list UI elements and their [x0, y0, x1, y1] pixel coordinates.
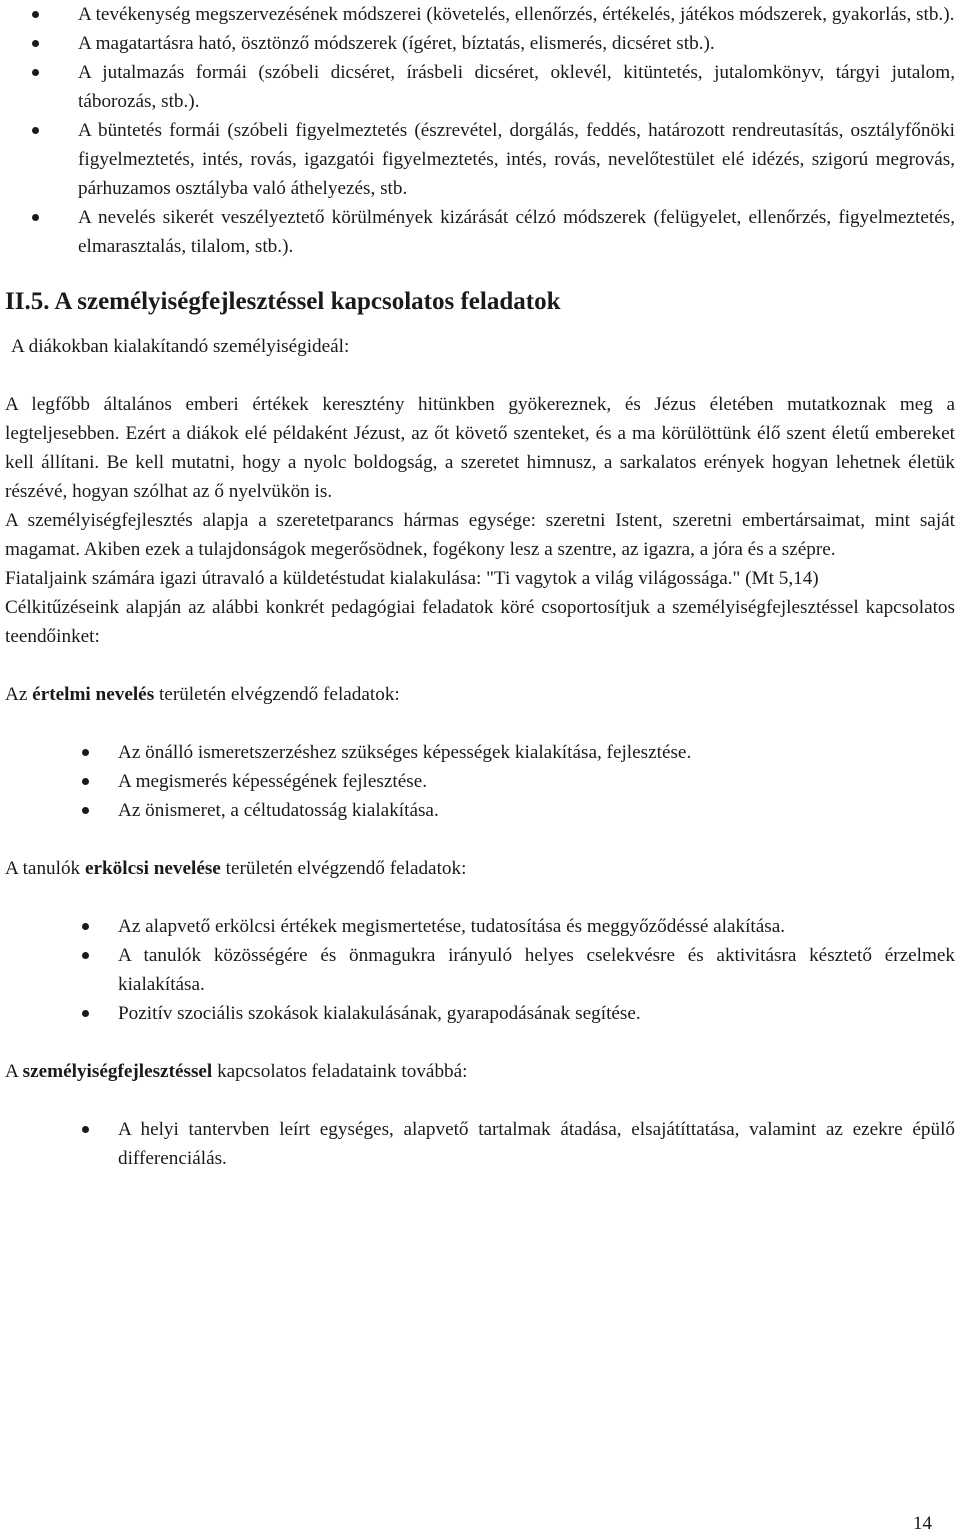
paragraph-values: A legfőbb általános emberi értékek keresztény hitünkben gyökereznek, és Jézus életében mutatkoznak meg a legteljesebben. Ezért a diákok elé példaként Jézust, az őt követő szenteket, és a ma körülöttünk élő szent életű embereket kell állítani. Be kell mutatni, hogy a nyolc boldogság, a szeretet himnusz, a sarkalatos erények hogyan lehetnek életük részévé, hogyan szólhat az ő nyelvükön is. [5, 394, 955, 502]
moral-intro: A tanulók erkölcsi nevelése területén elvégzendő feladatok: [5, 858, 467, 879]
paragraph-love-command: A személyiségfejlesztés alapja a szeretetparancs hármas egysége: szeretni Istent, szeretni embertársaimat, mint saját magamat. Akiben ezek a tulajdonságok megerősödnek, fogékony lesz a szentre, az igazra, a jóra és a szépre. [5, 510, 955, 560]
list-item: Pozitív szociális szokások kialakulásának, gyarapodásának segítése. [5, 999, 955, 1028]
list-item: A helyi tantervben leírt egységes, alapvető tartalmak átadása, elsajátíttatása, valamint az ezekre épülő differenciálás. [5, 1115, 955, 1173]
intellectual-tasks-list [5, 738, 955, 825]
page-number: 14 [913, 1513, 932, 1534]
personality-intro: A személyiségfejlesztéssel kapcsolatos feladataink továbbá: [5, 1061, 468, 1082]
list-item: Az önismeret, a céltudatosság kialakítása. [5, 796, 955, 825]
personality-keyword: személyiségfejlesztéssel [22, 1061, 213, 1082]
list-item: A megismerés képességének fejlesztése. [5, 767, 955, 796]
list-item: A büntetés formái (szóbeli figyelmeztetés (észrevétel, dorgálás, feddés, határozott rendreutasítás, osztályfőnöki figyelmeztetés, intés, rovás, igazgatói figyelmeztetés, intés, rovás, nevelőtestület elé idézés, szigorú megrovás, párhuzamos osztályba való áthelyezés, stb. [5, 116, 955, 203]
moral-tasks-list [5, 912, 955, 1028]
list-item: A magatartásra ható, ösztönző módszerek (ígéret, bíztatás, elismerés, dicséret stb.). [5, 29, 955, 58]
list-item: Az alapvető erkölcsi értékek megismertetése, tudatosítása és meggyőződéssé alakítása. [5, 912, 955, 941]
list-item: A jutalmazás formái (szóbeli dicséret, írásbeli dicséret, oklevél, kitüntetés, jutalomkönyv, tárgyi jutalom, táborozás, stb.). [5, 58, 955, 116]
list-item: Az önálló ismeretszerzéshez szükséges képességek kialakítása, fejlesztése. [5, 738, 955, 767]
intellectual-intro: Az értelmi nevelés területén elvégzendő feladatok: [5, 684, 400, 705]
list-item: A nevelés sikerét veszélyeztető körülmények kizárását célzó módszerek (felügyelet, ellenőrzés, figyelmeztetés, elmarasztalás, tilalom, stb.). [5, 203, 955, 261]
intellectual-keyword: értelmi nevelés [32, 684, 155, 705]
section-heading: II.5. A személyiségfejlesztéssel kapcsolatos feladatok [5, 288, 561, 315]
methods-list [5, 0, 955, 261]
ideal-intro: A diákokban kialakítandó személyiségideál: [11, 336, 350, 357]
list-item: A tevékenység megszervezésének módszerei (követelés, ellenőrzés, értékelés, játékos módszerek, gyakorlás, stb.). [5, 0, 955, 29]
personality-tasks-list [5, 1115, 955, 1173]
moral-keyword: erkölcsi nevelése [84, 858, 221, 879]
list-item: A tanulók közösségére és önmagukra irányuló helyes cselekvésre és aktivitásra késztető érzelmek kialakítása. [5, 941, 955, 999]
document-page [5, 0, 955, 1173]
paragraph-goals: Célkitűzéseink alapján az alábbi konkrét pedagógiai feladatok köré csoportosítjuk a személyiségfejlesztéssel kapcsolatos teendőinket: [5, 597, 955, 647]
paragraph-mission: Fiataljaink számára igazi útravaló a küldetéstudat kialakulása: "Ti vagytok a világ világossága." (Mt 5,14) [5, 568, 819, 589]
